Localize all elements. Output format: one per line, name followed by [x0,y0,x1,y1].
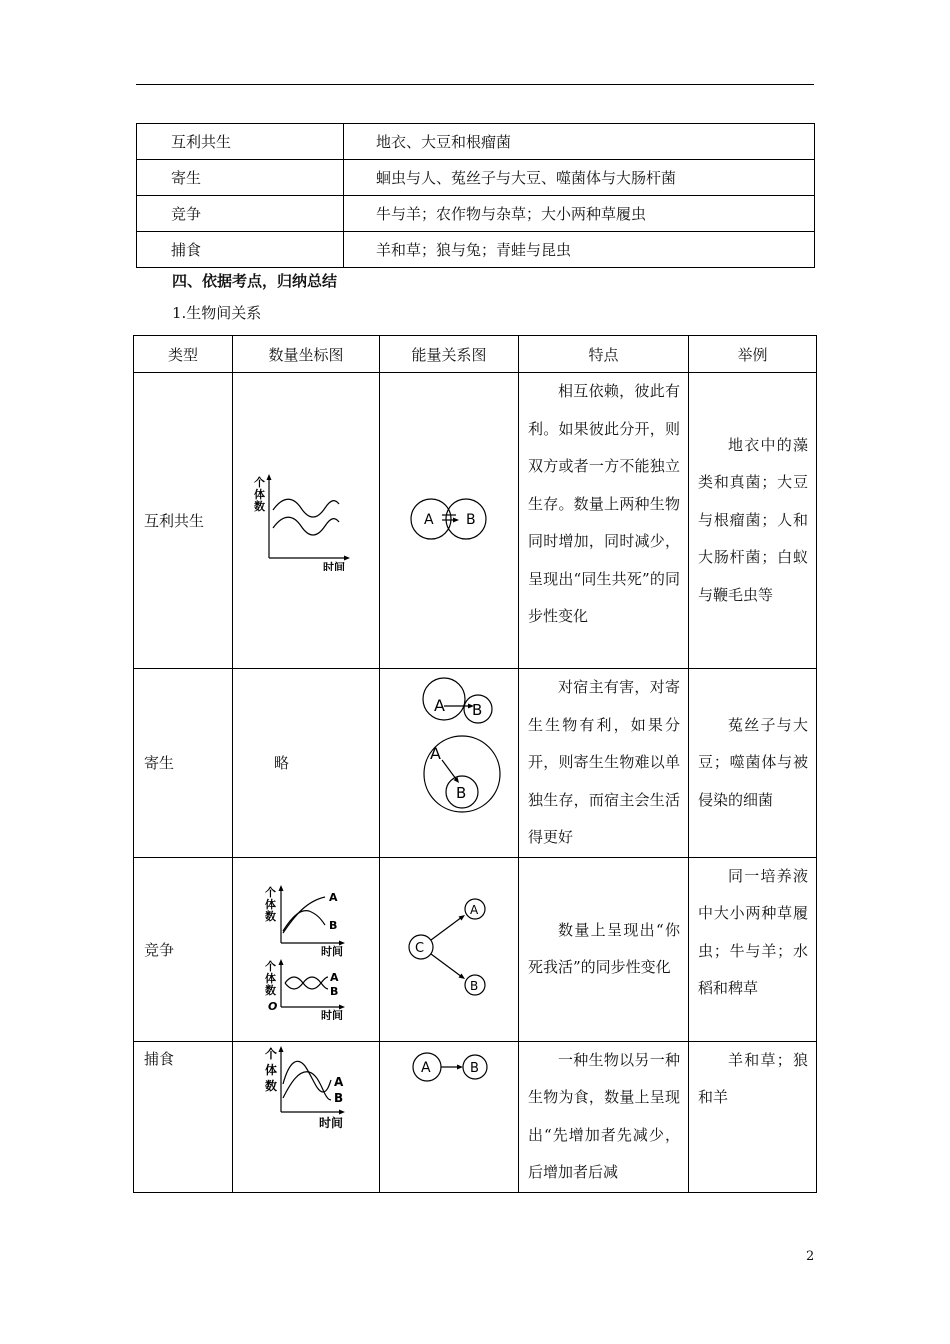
example-cell [689,373,817,669]
competition-quantity-graphs [251,875,361,1020]
svg-text:B: B [470,1060,479,1076]
quantity-graph-cell [233,1041,380,1192]
mutualism-energy-graph [404,484,494,554]
svg-text:C: C [415,941,425,956]
table-row [137,124,815,160]
svg-text:体: 体 [265,897,276,911]
feature-text: 数量上呈现出“你死我活”的同步性变化 [528,920,680,976]
energy-graph-cell [380,1041,519,1192]
feature-cell [519,373,689,669]
example-cell: 蛔虫与人、菟丝子与大豆、噬菌体与大肠杆菌 [344,160,815,196]
curve-a [283,1061,331,1092]
type-cell: 竞争 [134,857,233,1041]
example-cell [689,857,817,1041]
type-cell: 寄生 [137,160,344,196]
curve-b [273,517,339,535]
table-row-parasitism [134,669,817,858]
curve-b [283,910,325,930]
label-a: A [430,744,441,763]
mutualism-quantity-graph [251,466,361,571]
label-b: B [466,511,476,528]
table-row [137,196,815,232]
svg-text:体: 体 [265,1062,278,1077]
feature-text: 相互依赖，彼此有利。如果彼此分开，则双方或者一方不能独立生存。数量上两种生物同时增加，同时减少，呈现出“同生共死”的同步性变化 [528,382,680,625]
x-axis-label: 时间 [321,1008,343,1020]
curve-a [283,897,325,933]
type-cell: 捕食 [137,232,344,268]
feature-cell [519,1041,689,1192]
relationship-examples-table [136,123,815,268]
header-example: 举例 [689,336,817,373]
svg-text:B: B [334,1090,344,1105]
svg-text:B: B [330,984,339,998]
type-cell: 互利共生 [134,373,233,669]
quantity-graph-cell [233,373,380,669]
table-row-mutualism [134,373,817,669]
svg-text:数: 数 [265,1078,278,1093]
y-axis-label-3: 数 [254,500,265,513]
label-b: B [472,701,483,719]
example-text: 同一培养液中大小两种草履虫；牛与羊；水稻和稗草 [698,866,808,997]
quantity-graph-cell: 略 [233,669,380,858]
label-b: B [456,784,467,802]
example-cell [689,1041,817,1192]
svg-text:A: A [470,903,479,917]
energy-graph-cell [380,373,519,669]
type-cell: 竞争 [137,196,344,232]
y-axis-label-2: 体 [254,488,265,501]
type-cell: 捕食 [134,1041,233,1192]
svg-text:A: A [330,970,339,984]
header-rule [136,84,814,85]
y-axis-label-1: 个 [254,476,265,489]
svg-text:体: 体 [265,971,276,985]
type-cell: 寄生 [134,669,233,858]
example-text: 地衣中的藻类和真菌；大豆与根瘤菌；人和大肠杆菌；白蚁与鞭毛虫等 [698,435,808,604]
page-number: 2 [806,1249,815,1264]
parasitism-energy-graph [380,669,516,819]
section-subheading: 1.生物间关系 [172,304,262,322]
origin-label: O [268,999,278,1013]
example-cell: 羊和草；狼与兔；青蛙与昆虫 [344,232,815,268]
predation-energy-graph [399,1042,499,1092]
feature-text: 一种生物以另一种生物为食，数量上呈现出“先增加者先减少，后增加者后减 [528,1050,680,1181]
section-heading: 四、依据考点，归纳总结 [172,272,338,290]
x-axis-label: 时间 [319,1115,344,1130]
table-row [137,232,815,268]
svg-text:个: 个 [265,1046,278,1061]
header-feature: 特点 [519,336,689,373]
example-cell: 地衣、大豆和根瘤菌 [344,124,815,160]
example-cell: 牛与羊；农作物与杂草；大小两种草履虫 [344,196,815,232]
example-cell [689,669,817,858]
curve-a [273,499,339,517]
svg-text:数: 数 [265,909,276,923]
svg-text:A: A [329,890,338,904]
x-axis-label: 时间 [321,944,343,958]
table-header-row [134,336,817,373]
header-type: 类型 [134,336,233,373]
header-quantity-graph: 数量坐标图 [233,336,380,373]
svg-text:A: A [421,1059,431,1076]
feature-cell [519,669,689,858]
curve-b [283,1071,331,1099]
type-cell: 互利共生 [137,124,344,160]
x-axis-label: 时间 [323,561,345,571]
competition-energy-graph [399,887,499,1007]
table-row [137,160,815,196]
feature-text: 对宿主有害，对寄生生物有利，如果分开，则寄生生物难以单独生存，而宿主会生活得更好 [528,678,680,846]
svg-text:A: A [334,1074,344,1089]
svg-text:个: 个 [265,885,276,899]
example-text: 羊和草；狼和羊 [698,1050,808,1106]
energy-graph-cell [380,857,519,1041]
svg-text:B: B [329,918,338,932]
svg-text:B: B [470,979,479,993]
label-a: A [424,511,434,528]
header-energy-graph: 能量关系图 [380,336,519,373]
table-row-predation [134,1041,817,1192]
label-a: A [434,696,445,715]
predation-quantity-graph [251,1042,361,1137]
table-row-competition [134,857,817,1041]
svg-text:个: 个 [265,959,276,973]
svg-text:数: 数 [265,983,276,997]
relationship-summary-table [133,335,817,1193]
example-text: 菟丝子与大豆；噬菌体与被侵染的细菌 [698,715,808,809]
feature-cell [519,857,689,1041]
quantity-graph-cell [233,857,380,1041]
energy-graph-cell [380,669,519,858]
